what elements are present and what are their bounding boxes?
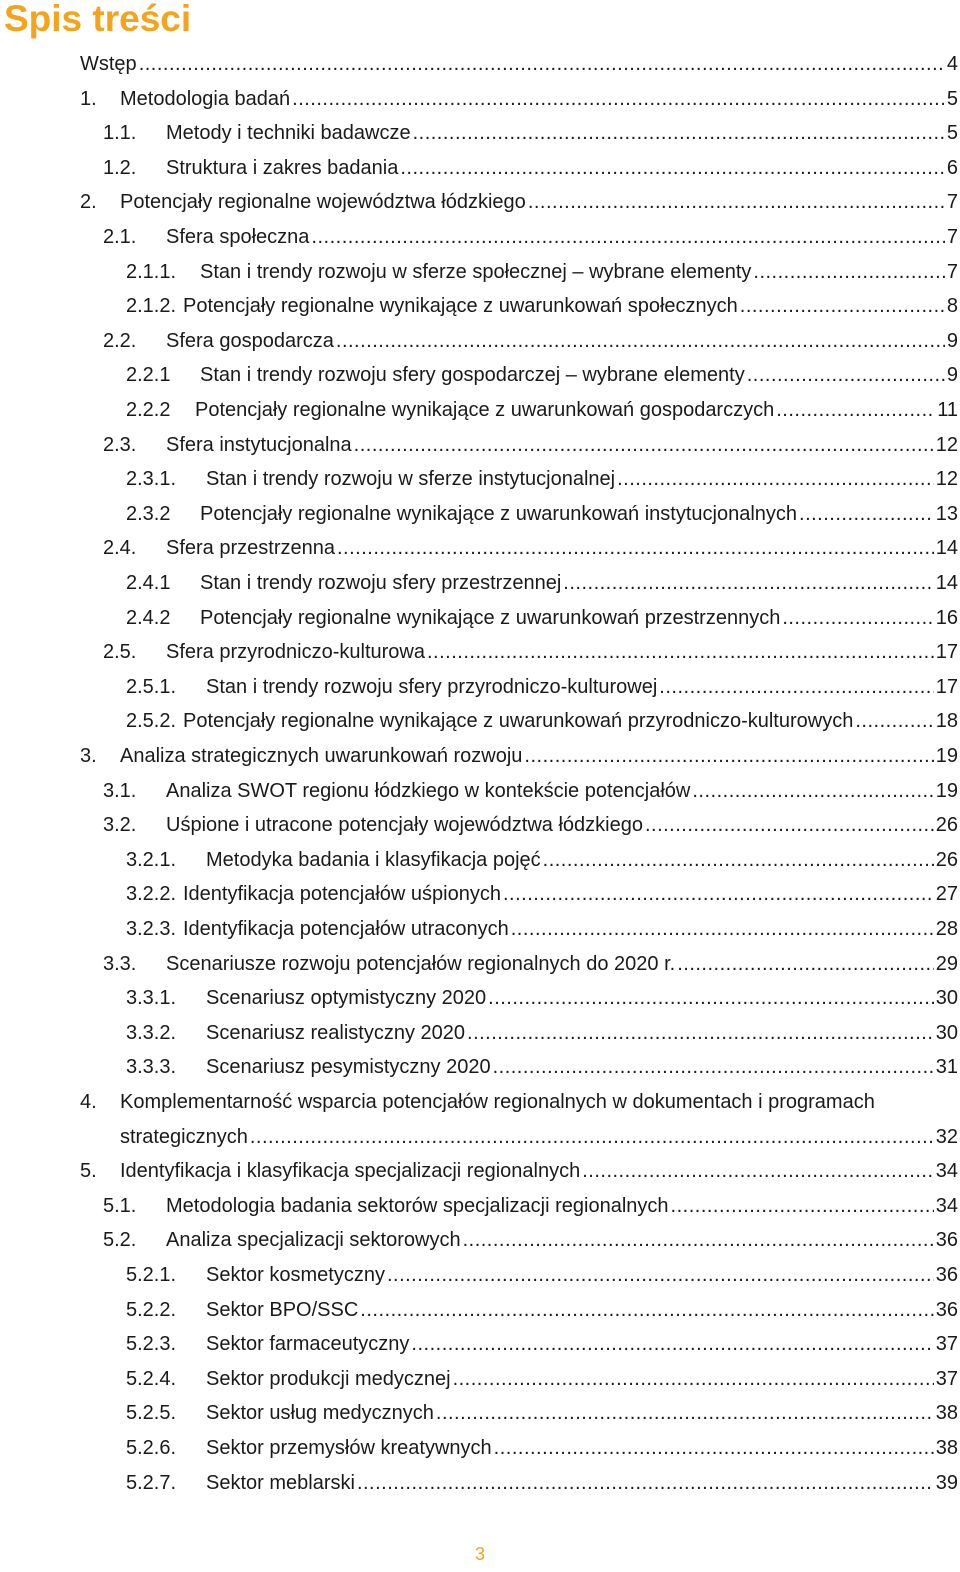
toc-leader-dots (488, 986, 934, 1010)
toc-entry[interactable] (126, 1395, 958, 1425)
toc-entry-number: 5.2.2. (126, 1298, 177, 1321)
toc-leader-dots (747, 363, 945, 387)
toc-entry[interactable] (103, 946, 958, 976)
toc-entry-number: 2.1. (103, 226, 137, 248)
toc-entry-label: Struktura i zakres badania (166, 156, 399, 179)
toc-entry[interactable] (126, 703, 958, 733)
toc-leader-dots (855, 709, 933, 733)
toc-entry-number: 2.5. (103, 641, 137, 664)
toc-entry-page: 19 (935, 745, 958, 767)
toc-entry-page: 17 (935, 675, 958, 698)
toc-leader-dots (563, 571, 933, 595)
toc-entry-number: 5.1. (103, 1194, 137, 1217)
toc-entry[interactable] (103, 150, 958, 180)
toc-leader-dots (799, 502, 934, 526)
toc-leader-dots (453, 1367, 934, 1391)
toc-leader-dots (354, 433, 934, 457)
toc-leader-dots (543, 848, 934, 872)
toc-entry-label: Metodyka badania i klasyfikacja pojęć (206, 848, 541, 871)
toc-entry-label: Potencjały regionalne wynikające z uwarunkowań społecznych (183, 295, 738, 318)
toc-entry-page: 30 (935, 987, 958, 1010)
toc-entry-number: 5.2.4. (126, 1367, 177, 1390)
toc-entry-number: 2.5.1. (126, 675, 177, 698)
toc-entry-page: 17 (935, 641, 958, 664)
toc-entry-page: 38 (935, 1402, 958, 1425)
toc-entry-page: 12 (935, 468, 958, 491)
toc-leader-dots (524, 744, 933, 768)
toc-entry[interactable] (103, 1222, 958, 1252)
toc-leader-dots (776, 398, 935, 422)
toc-entry-label: Sfera instytucjonalna (166, 433, 352, 456)
toc-leader-dots (411, 1332, 933, 1356)
toc-entry[interactable] (103, 634, 958, 664)
toc-leader-dots (463, 1228, 934, 1252)
toc-leader-dots (494, 1436, 934, 1460)
toc-entry[interactable] (103, 807, 958, 837)
toc-entry[interactable] (103, 115, 958, 145)
toc-entry-number: 2.2.2 (126, 399, 171, 421)
toc-entry-number: 5.2. (103, 1229, 137, 1252)
toc-entry-page: 29 (935, 952, 958, 975)
toc-entry[interactable] (126, 1292, 958, 1322)
toc-entry-number: 3.2. (103, 814, 137, 837)
toc-entry[interactable] (126, 911, 958, 941)
toc-leader-dots (671, 1194, 934, 1218)
toc-entry-label: Scenariusz realistyczny 2020 (206, 1021, 466, 1044)
toc-entry-page: 9 (946, 329, 958, 352)
toc-entry-label: Identyfikacja i klasyfikacja specjalizacji regionalnych (120, 1160, 581, 1183)
toc-leader-dots (753, 260, 944, 284)
toc-entry-page: 7 (946, 260, 958, 283)
toc-entry-page: 36 (935, 1229, 958, 1252)
toc-entry-label: Sektor produkcji medycznej (206, 1367, 451, 1390)
toc-entry-label: Potencjały regionalne wynikające z uwarunkowań instytucjonalnych (200, 502, 798, 525)
toc-entry-number: 1.1. (103, 122, 137, 145)
toc-entry-page: 19 (935, 779, 958, 802)
toc-entry-label: Sektor przemysłów kreatywnych (206, 1437, 492, 1459)
toc-entry-page: 38 (935, 1437, 958, 1459)
toc-leader-dots (427, 640, 934, 664)
toc-entry-page: 5 (946, 87, 958, 110)
toc-entry-page: 14 (935, 572, 958, 594)
toc-leader-dots (250, 1125, 934, 1149)
toc-entry-number: 3.2.3. (126, 918, 177, 940)
toc-entry-label: Sfera przyrodniczo-kulturowa (166, 641, 425, 664)
toc-entry[interactable] (126, 669, 958, 699)
toc-entry[interactable] (103, 323, 958, 353)
toc-entry-number: 2.3. (103, 433, 137, 456)
toc-entry-label: Sfera przestrzenna (166, 537, 335, 560)
toc-leader-dots (400, 156, 945, 180)
toc-entry-number: 3.2.1. (126, 848, 177, 871)
toc-entry-page: 9 (946, 364, 958, 387)
toc-entry-label: Wstęp (80, 53, 137, 75)
toc-entry-page: 16 (935, 606, 958, 629)
toc-entry-label: Stan i trendy rozwoju w sferze społecznej – wybrane elementy (200, 260, 752, 283)
toc-leader-dots (139, 52, 945, 76)
toc-entry-number: 2.4.1 (126, 572, 171, 594)
toc-entry[interactable] (126, 461, 958, 491)
toc-entry-number: 2.2. (103, 329, 137, 352)
toc-entry-number: 3.3.1. (126, 987, 177, 1010)
toc-entry-label: Scenariusz pesymistyczny 2020 (206, 1056, 491, 1079)
toc-entry[interactable] (126, 254, 958, 284)
toc-leader-dots (337, 536, 934, 560)
toc-leader-dots (360, 1298, 933, 1322)
toc-entry-label: Sfera społeczna (166, 226, 310, 248)
page-number: 3 (474, 1544, 485, 1564)
toc-entry[interactable] (126, 1430, 958, 1460)
toc-entry-number: 2.4.2 (126, 606, 171, 629)
toc-entry-page: 12 (935, 433, 958, 456)
toc-entry-number: 5. (80, 1160, 97, 1183)
toc-leader-dots (617, 467, 934, 491)
toc-leader-dots (413, 121, 945, 145)
toc-leader-dots (311, 225, 944, 249)
toc-entry-page: 14 (935, 537, 958, 560)
toc-entry-number: 3.1. (103, 779, 137, 802)
toc-entry[interactable] (80, 738, 958, 768)
toc-leader-dots (467, 1021, 934, 1045)
toc-leader-dots (336, 329, 945, 353)
toc-entry-page: 26 (935, 814, 958, 837)
toc-entry[interactable] (126, 288, 958, 318)
toc-leader-dots (357, 1471, 934, 1495)
toc-entry[interactable] (126, 1257, 958, 1287)
toc-entry-label: Scenariusze rozwoju potencjałów regionalnych do 2020 r. (166, 952, 676, 975)
toc-entry[interactable] (126, 565, 958, 595)
toc-entry-page: 7 (946, 191, 958, 214)
toc-entry-number: 3.3.2. (126, 1021, 177, 1044)
toc-entry-page: 26 (935, 848, 958, 871)
toc-entry[interactable] (80, 1153, 958, 1183)
toc-entry-number: 5.2.5. (126, 1402, 177, 1425)
toc-entry-page: 7 (946, 226, 958, 248)
toc-entry-number: 5.2.1. (126, 1264, 177, 1286)
toc-entry-label: Sektor farmaceutyczny (206, 1333, 410, 1356)
toc-entry-number: 5.2.7. (126, 1471, 177, 1494)
toc-entry-label: Stan i trendy rozwoju sfery przestrzennej (200, 572, 562, 594)
toc-entry-label: Stan i trendy rozwoju w sferze instytucjonalnej (206, 468, 616, 491)
toc-entry[interactable] (126, 876, 958, 906)
toc-leader-dots (659, 675, 933, 699)
toc-entry[interactable] (103, 530, 958, 560)
toc-leader-dots (493, 1055, 934, 1079)
toc-entry-number: 2.3.2 (126, 502, 171, 525)
toc-entry[interactable] (126, 1361, 958, 1391)
toc-entry-number: 3.2.2. (126, 883, 177, 906)
toc-entry[interactable] (126, 842, 958, 872)
toc-entry-page: 6 (946, 156, 958, 179)
toc-entry-label: Sektor kosmetyczny (206, 1264, 385, 1286)
toc-entry-label: Analiza SWOT regionu łódzkiego w kontekście potencjałów (166, 779, 691, 802)
toc-leader-dots (292, 87, 945, 111)
toc-entry[interactable] (103, 773, 958, 803)
toc-entry[interactable] (126, 357, 958, 387)
toc-entry[interactable] (126, 980, 958, 1010)
toc-entry-page: 37 (935, 1333, 958, 1356)
toc-entry-page: 8 (946, 295, 958, 318)
toc-entry-page: 39 (935, 1471, 958, 1494)
toc-entry-label: Sektor usług medycznych (206, 1402, 434, 1425)
toc-entry-number: 2.5.2. (126, 710, 177, 733)
toc-leader-dots (692, 779, 933, 803)
toc-entry[interactable] (126, 1015, 958, 1045)
toc-entry-number: 3. (80, 745, 97, 767)
toc-entry-label: Metody i techniki badawcze (166, 122, 411, 145)
toc-entry-label: Sektor meblarski (206, 1471, 355, 1494)
toc-entry-label: Metodologia badań (120, 87, 291, 110)
toc-entry-label: Potencjały regionalne województwa łódzkiego (120, 191, 526, 214)
toc-entry-number: 5.2.3. (126, 1333, 177, 1356)
toc-leader-dots (582, 1159, 934, 1183)
toc-leader-dots (503, 882, 934, 906)
toc-entry-label: strategicznych (120, 1125, 248, 1148)
toc-entry-number: 2.3.1. (126, 468, 177, 491)
toc-leader-dots (511, 917, 934, 941)
toc-entry-label: Potencjały regionalne wynikające z uwarunkowań przestrzennych (200, 606, 781, 629)
toc-entry-page: 36 (935, 1264, 958, 1286)
toc-entry-page: 37 (935, 1367, 958, 1390)
toc-entry-page: 5 (946, 122, 958, 145)
toc-leader-dots (645, 813, 934, 837)
toc-entry[interactable] (126, 496, 958, 526)
toc-entry-label: Komplementarność wsparcia potencjałów regionalnych w dokumentach i programach (120, 1091, 875, 1113)
toc-entry-page: 36 (935, 1298, 958, 1321)
toc-leader-dots (740, 294, 945, 318)
toc-entry-label: Sektor BPO/SSC (206, 1298, 359, 1321)
toc-entry-page: 34 (935, 1160, 958, 1183)
toc-entry-continuation[interactable] (120, 1119, 958, 1149)
toc-entry-number: 2.4. (103, 537, 137, 560)
toc-entry-label: Identyfikacja potencjałów uśpionych (183, 883, 501, 906)
toc-entry-label: Uśpione i utracone potencjały województwa łódzkiego (166, 814, 643, 837)
toc-entry-label: Identyfikacja potencjałów utraconych (183, 918, 509, 940)
toc-entry[interactable] (103, 219, 958, 249)
toc-entry[interactable] (126, 392, 958, 422)
toc-leader-dots (677, 952, 934, 976)
toc-entry[interactable] (126, 1049, 958, 1079)
toc-leader-dots (436, 1401, 934, 1425)
toc-entry[interactable] (80, 81, 958, 111)
toc-entry[interactable] (126, 1465, 958, 1495)
toc-title: Spis treści (4, 0, 192, 39)
toc-leader-dots (387, 1263, 934, 1287)
toc-entry-page: 18 (935, 710, 958, 733)
toc-entry-label: Potencjały regionalne wynikające z uwarunkowań przyrodniczo-kulturowych (183, 710, 854, 733)
toc-entry[interactable] (126, 600, 958, 630)
toc-entry-number: 2.1.1. (126, 260, 177, 283)
toc-entry-label: Analiza specjalizacji sektorowych (166, 1229, 461, 1252)
toc-entry-label: Potencjały regionalne wynikające z uwarunkowań gospodarczych (195, 399, 775, 421)
toc-entry-number: 2.1.2. (126, 295, 177, 318)
toc-entry-number: 5.2.6. (126, 1437, 177, 1459)
toc-entry-label: Analiza strategicznych uwarunkowań rozwoju (120, 745, 523, 767)
toc-entry[interactable] (80, 184, 958, 214)
toc-entry-page: 13 (935, 502, 958, 525)
toc-entry-number: 2. (80, 191, 97, 214)
toc-entry-page: 30 (935, 1021, 958, 1044)
toc-entry-page: 32 (935, 1125, 958, 1148)
toc-entry-label: Stan i trendy rozwoju sfery gospodarczej – wybrane elementy (200, 364, 745, 387)
toc-entry-number: 3.3. (103, 952, 137, 975)
toc-entry-page: 4 (946, 53, 958, 75)
toc-entry-number: 2.2.1 (126, 364, 171, 387)
toc-entry-page: 28 (935, 918, 958, 940)
toc-entry[interactable] (80, 46, 958, 76)
toc-leader-dots (782, 606, 933, 630)
toc-entry[interactable] (80, 1084, 958, 1114)
toc-entry-number: 1. (80, 87, 97, 110)
toc-entry-number: 1.2. (103, 156, 137, 179)
toc-entry-label: Scenariusz optymistyczny 2020 (206, 987, 487, 1010)
toc-entry-label: Stan i trendy rozwoju sfery przyrodniczo-kulturowej (206, 675, 658, 698)
toc-entry[interactable] (103, 1188, 958, 1218)
toc-entry-label: Sfera gospodarcza (166, 329, 334, 352)
toc-entry-page: 11 (937, 399, 958, 421)
toc-leader-dots (528, 190, 945, 214)
toc-entry-label: Metodologia badania sektorów specjalizacji regionalnych (166, 1194, 669, 1217)
toc-entry[interactable] (103, 427, 958, 457)
toc-entry-page: 34 (935, 1194, 958, 1217)
toc-entry-number: 4. (80, 1091, 97, 1113)
toc-entry-number: 3.3.3. (126, 1056, 177, 1079)
toc-entry-page: 27 (935, 883, 958, 906)
toc-entry[interactable] (126, 1326, 958, 1356)
toc-entry-page: 31 (935, 1056, 958, 1079)
